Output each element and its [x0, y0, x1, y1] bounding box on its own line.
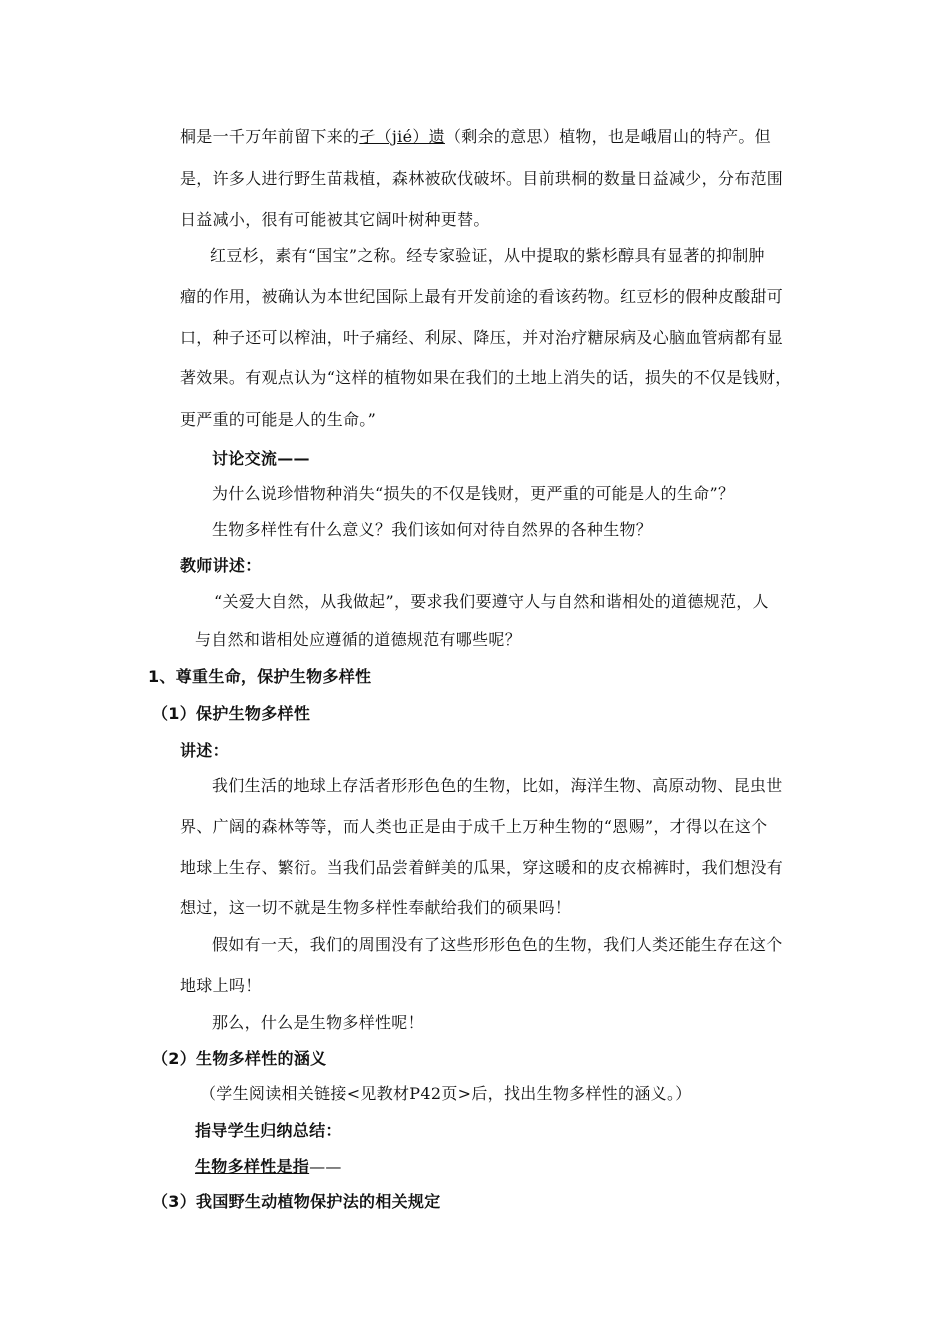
paragraph-line: 瘤的作用，被确认为本世纪国际上最有开发前途的看该药物。红豆杉的假种皮酸甜可 — [180, 287, 784, 306]
definition-label: 生物多样性是指 — [195, 1157, 310, 1176]
paragraph-line — [180, 127, 771, 147]
paragraph-line: 想过，这一切不就是生物多样性奉献给我们的硕果吗！ — [180, 898, 572, 917]
paragraph-line: 是，许多人进行野生苗栽植，森林被砍伐破坏。目前珙桐的数量日益减少，分布范围 — [180, 169, 784, 188]
paragraph-line: 地球上生存、繁衍。当我们品尝着鲜美的瓜果，穿这暖和的皮衣棉裤时，我们想没有 — [180, 858, 784, 877]
discussion-heading: 讨论交流—— — [212, 449, 310, 468]
paragraph-line: 那么，什么是生物多样性呢！ — [212, 1013, 424, 1032]
teacher-line: 与自然和谐相处应遵循的道德规范有哪些呢？ — [195, 630, 522, 649]
definition-dash: —— — [309, 1157, 342, 1176]
paragraph-line: 界、广阔的森林等等，而人类也正是由于成千上万种生物的“恩赐”，才得以在这个 — [180, 817, 768, 836]
text-span: （剩余的意思）植物，也是峨眉山的特产。但 — [444, 127, 771, 146]
paragraph-line: 口，种子还可以榨油，叶子痛经、利尿、降压，并对治疗糖尿病及心脑血管病都有显 — [180, 328, 784, 347]
teacher-line: “关爱大自然，从我做起”，要求我们要遵守人与自然和谐相处的道德规范，人 — [214, 592, 769, 611]
discussion-question: 为什么说珍惜物种消失“损失的不仅是钱财，更严重的可能是人的生命”？ — [212, 484, 735, 503]
reading-instruction: （学生阅读相关链接<见教材P42页>后，找出生物多样性的涵义。） — [200, 1084, 692, 1103]
definition-line — [195, 1157, 342, 1177]
subsection-title: （3）我国野生动植物保护法的相关规定 — [152, 1192, 441, 1211]
underlined-term: 孑（jié）遗 — [359, 127, 445, 146]
paragraph-line: 地球上吗！ — [180, 976, 262, 995]
section-title: 1、尊重生命，保护生物多样性 — [148, 667, 372, 686]
paragraph-line: 更严重的可能是人的生命。” — [180, 410, 377, 429]
subsection-title: （1）保护生物多样性 — [152, 704, 311, 723]
text-span: 桐是 — [180, 127, 213, 146]
guide-heading: 指导学生归纳总结： — [195, 1121, 342, 1140]
paragraph-line: 日益减小，很有可能被其它阔叶树种更替。 — [180, 210, 490, 229]
paragraph-line: 著效果。有观点认为“这样的植物如果在我们的土地上消失的话，损失的不仅是钱财， — [180, 368, 792, 387]
subsection-title: （2）生物多样性的涵义 — [152, 1049, 327, 1068]
lecture-heading: 讲述： — [180, 741, 229, 760]
paragraph-line: 红豆杉，素有“国宝”之称。经专家验证，从中提取的紫杉醇具有显著的抑制肿 — [210, 246, 765, 265]
paragraph-line: 我们生活的地球上存活者形形色色的生物，比如，海洋生物、高原动物、昆虫世 — [212, 776, 783, 795]
text-span: 一千万年前留下来的 — [212, 127, 360, 146]
discussion-question: 生物多样性有什么意义？我们该如何对待自然界的各种生物？ — [212, 520, 653, 539]
teacher-heading: 教师讲述： — [180, 556, 262, 575]
paragraph-line: 假如有一天，我们的周围没有了这些形形色色的生物，我们人类还能生存在这个 — [212, 935, 783, 954]
